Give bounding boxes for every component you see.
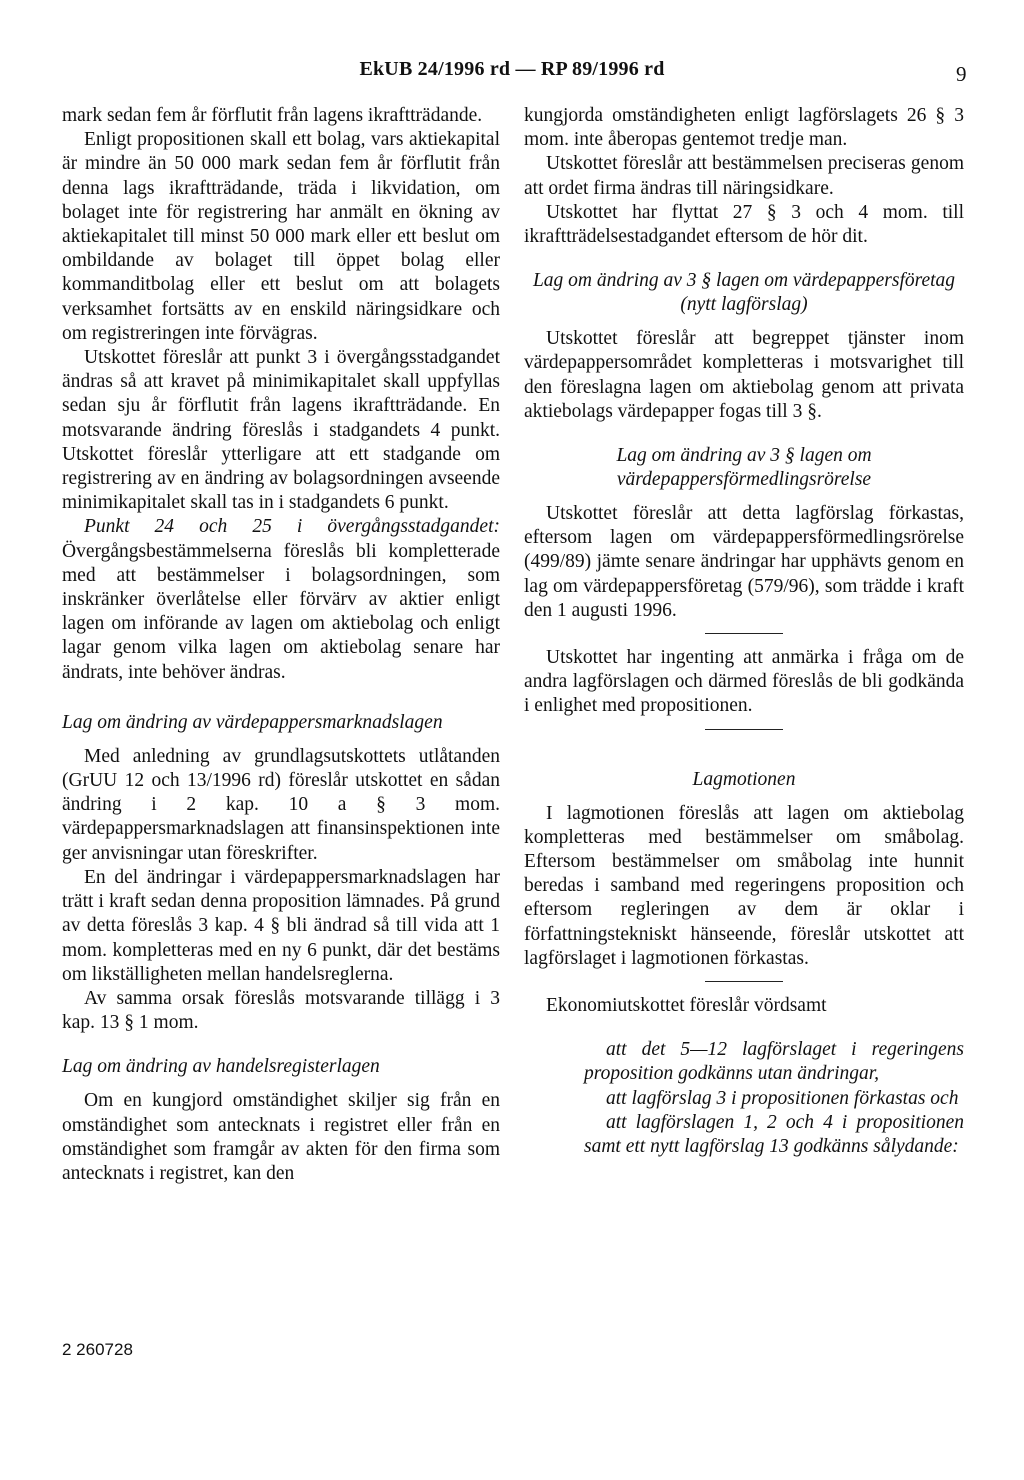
paragraph-lead: Punkt 24 och 25 i övergångsstadgandet: xyxy=(84,516,500,538)
paragraph: Enligt propositionen skall ett bolag, vars aktiekapital är mindre än 50 000 mark sedan fem år förflutit från denna lags ikraftträdande, träda i likvidation, om bolaget inte för registrering har anmält en ökning av aktiekapitalet till minst 50 000 mark eller ett beslut om ombildande av bolaget till öppet bolag eller kommanditbolag eller ett beslut om att bolagets verksamhet fortsätts av en enskild näringsidkare och om registreringen inte förvägras. xyxy=(62,129,500,344)
paragraph-body: Övergångsbestämmelserna föreslås bli kompletterade med att bestämmelser i bolagsordningen, som inskränker överlåtelse eller förvärv av aktier enligt lagen om införande av lagen om aktiebolag och enligt lagar genom vilka lagen om aktiebolag senare har ändrats, inte behöver ändras. xyxy=(62,540,500,683)
paragraph: Med anledning av grundlagsutskottets utlåtanden (GrUU 12 och 13/1996 rd) föreslår utskottet en sådan ändring i 2 kap. 10 a § 3 mom. värdepappersmarknadslagen att finansinspektionen inte ger anvisningar utan föreskrifter. xyxy=(62,745,500,864)
resolution-item: att lagförslagen 1, 2 och 4 i propositionen samt ett nytt lagförslag 13 godkänns sålydande: xyxy=(584,1111,964,1158)
paragraph: Ekonomiutskottet föreslår vördsamt xyxy=(546,995,827,1017)
paragraph: Utskottet föreslår att begreppet tjänster inom värdepappersområdet kompletteras i motsvarighet till den föreslagna lagen om aktiebolag genom att privata aktiebolags värdepapper fogas till 3 §. xyxy=(524,328,964,422)
right-column xyxy=(524,104,964,1159)
paragraph xyxy=(62,515,500,684)
paragraph: kungjorda omständigheten enligt lagförslagets 26 § 3 mom. inte åberopas gentemot tredje man. xyxy=(524,105,964,151)
section-heading: Lag om ändring av handelsregisterlagen xyxy=(62,1056,380,1078)
paragraph: Utskottet föreslår att punkt 3 i övergångsstadgandet ändras så att kravet på minimikapitalet skall uppfyllas sedan sju år förflutit från lagens ikraftträdande. En motsvarande ändring föreslås i stadgandets 4 punkt. Utskottet föreslår ytterligare att ett stadgande om registrering av en ändring av bolagsordningen avseende minimikapitalet skall tas in i stadgandets 6 punkt. xyxy=(62,347,500,514)
paragraph: mark sedan fem år förflutit från lagens ikraftträdande. xyxy=(62,105,483,126)
paragraph: Utskottet har ingenting att anmärka i fråga om de andra lagförslagen och därmed föreslås de bli godkända i enlighet med propositionen. xyxy=(524,647,964,717)
section-divider xyxy=(705,981,783,982)
section-divider xyxy=(705,633,783,634)
paragraph: Utskottet föreslår att detta lagförslag förkastas, eftersom lagen om värdepappersförmedlingsrörelse (499/89) jämte senare ändringar har upphävts genom en lag om värdepappersföretag (579/96), som trädde i kraft den 1 augusti 1996. xyxy=(524,503,964,621)
section-heading: Lag om ändring av 3 § lagen om värdepappersförmedlingsrörelse xyxy=(616,445,872,491)
paragraph: Utskottet har flyttat 27 § 3 och 4 mom. till ikraftträdelsestadgandet eftersom de hör dit. xyxy=(524,201,964,248)
print-code: 2 260728 xyxy=(62,1340,133,1359)
resolution-item: att lagförslag 3 i propositionen förkastas och xyxy=(606,1087,959,1109)
section-heading: Lagmotionen xyxy=(692,768,796,790)
document-reference: EkUB 24/1996 rd — RP 89/1996 rd xyxy=(359,58,665,80)
section-divider xyxy=(705,729,783,730)
resolution-item: att det 5—12 lagförslaget i regeringens proposition godkänns utan ändringar, xyxy=(584,1039,964,1085)
paragraph: Utskottet föreslår att bestämmelsen preciseras genom att ordet firma ändras till näringsidkare. xyxy=(524,153,964,199)
page-header xyxy=(0,58,1024,88)
paragraph: En del ändringar i värdepappersmarknadslagen har trätt i kraft sedan denna proposition lämnades. På grund av detta föreslås 3 kap. 4 § bli ändrad så till vida att 1 mom. kompletteras med en ny 6 punkt, där det bestäms om likställigheten mellan handelsreglerna. xyxy=(62,866,500,985)
section-heading: Lag om ändring av värdepappersmarknadslagen xyxy=(62,711,443,733)
resolution-list xyxy=(584,1038,964,1159)
page-number: 9 xyxy=(956,62,967,86)
paragraph: Av samma orsak föreslås motsvarande tillägg i 3 kap. 13 § 1 mom. xyxy=(62,987,500,1034)
paragraph: Om en kungjord omständighet skiljer sig från en omständighet som antecknats i registret eller från en omständighet som framgår av akten för den firma som antecknats i registret, kan den xyxy=(62,1090,500,1184)
section-heading: Lag om ändring av 3 § lagen om värdepappersföretag (nytt lagförslag) xyxy=(532,270,956,316)
paragraph: I lagmotionen föreslås att lagen om aktiebolag kompletteras med bestämmelser om småbolag. Eftersom bestämmelser om småbolag inte hunnit beredas i samband med regeringens proposition och eftersom regleringen av dem är oklar i författningstekniskt hänseende, föreslår utskottet att lagförslaget i lagmotionen förkastas. xyxy=(524,802,964,969)
left-column xyxy=(62,104,500,1186)
